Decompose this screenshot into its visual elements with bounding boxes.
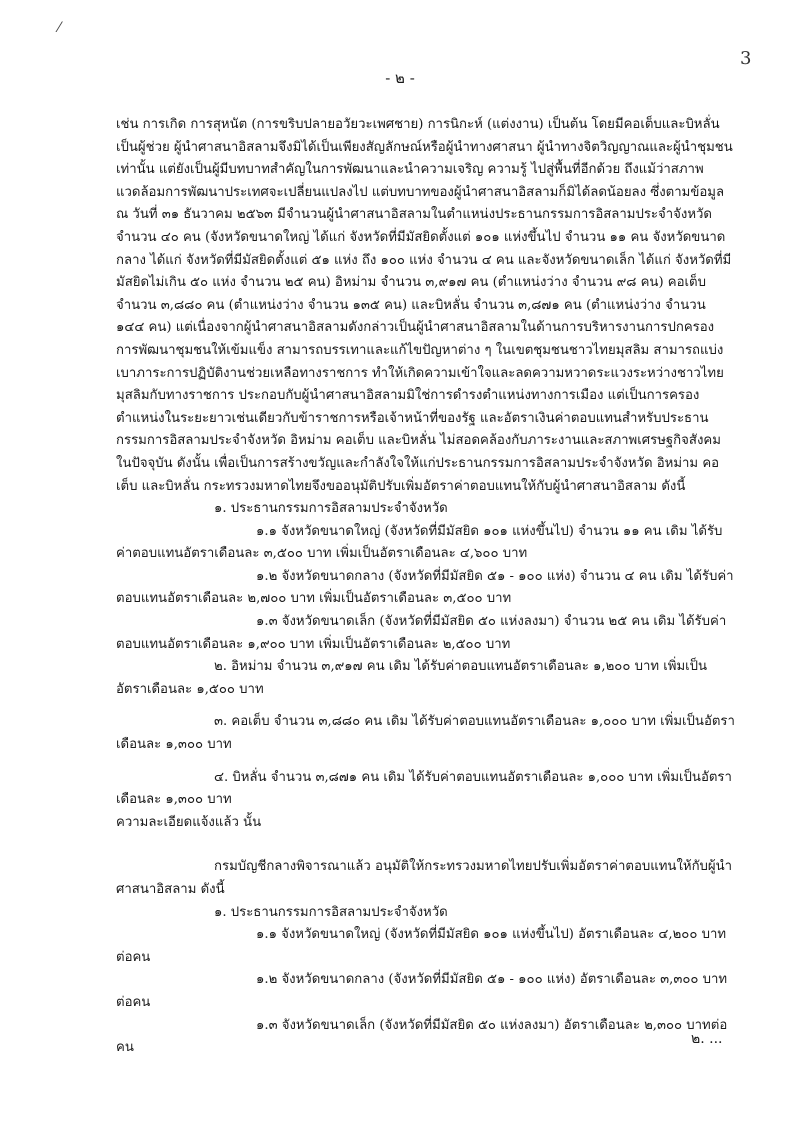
request-item-4: ๔. บิหลั่น จำนวน ๓,๘๗๑ คน เดิม ได้รับค่าตอบแทนอัตราเดือนละ ๑,๐๐๐ บาท เพิ่มเป็นอัตราเดือนละ ๑,๓๐๐ บาท (116, 769, 732, 808)
page-label: - ๒ - (385, 69, 415, 87)
request-item-2: ๒. อิหม่าม จำนวน ๓,๙๑๗ คน เดิม ได้รับค่าตอบแทนอัตราเดือนละ ๑,๒๐๐ บาท เพิ่มเป็นอัตราเดือนละ ๑,๕๐๐ บาท (116, 659, 708, 697)
request-closing: ความละเอียดแจ้งแล้ว นั้น (116, 814, 262, 830)
approval-intro: กรมบัญชีกลางพิจารณาแล้ว อนุมัติให้กระทรวงมหาดไทยปรับเพิ่มอัตราค่าตอบแทนให้กับผู้นำศาสนาอิสลาม ดังนี้ (116, 859, 733, 897)
approval-item-1: ๑. ประธานกรรมการอิสลามประจำจังหวัด (214, 904, 448, 920)
request-item-1-2: ๑.๒ จังหวัดขนาดกลาง (จังหวัดที่มีมัสยิด ๕๑ - ๑๐๐ แห่ง) จำนวน ๔ คน เดิม ได้รับค่าตอบแทนอัตราเดือนละ ๒,๗๐๐ บาท เพิ่มเป็นอัตราเดือนละ ๓,๕๐๐ บาท (116, 568, 734, 607)
continued-marker: ๒. ... (691, 1031, 723, 1047)
approval-item-1-1: ๑.๑ จังหวัดขนาดใหญ่ (จังหวัดที่มีมัสยิด ๑๐๑ แห่งขึ้นไป) อัตราเดือนละ ๔,๒๐๐ บาทต่อคน (116, 927, 727, 965)
approval-item-1-3: ๑.๓ จังหวัดขนาดเล็ก (จังหวัดที่มีมัสยิด ๕๐ แห่งลงมา) อัตราเดือนละ ๒,๓๐๐ บาทต่อคน (116, 1017, 728, 1056)
approval-item-1-2: ๑.๒ จังหวัดขนาดกลาง (จังหวัดที่มีมัสยิด ๕๑ - ๑๐๐ แห่ง) อัตราเดือนละ ๓,๓๐๐ บาทต่อคน (116, 972, 728, 1010)
handwritten-page-number: 3 (740, 48, 752, 69)
request-item-1-3: ๑.๓ จังหวัดขนาดเล็ก (จังหวัดที่มีมัสยิด ๕๐ แห่งลงมา) จำนวน ๒๕ คน เดิม ได้รับค่าตอบแทนอัตราเดือนละ ๑,๙๐๐ บาท เพิ่มเป็นอัตราเดือนละ ๒,๕๐๐ บาท (116, 614, 727, 652)
request-item-1-1: ๑.๑ จังหวัดขนาดใหญ่ (จังหวัดที่มีมัสยิด ๑๐๑ แห่งขึ้นไป) จำนวน ๑๑ คน เดิม ได้รับค่าตอบแทนอัตราเดือนละ ๓,๕๐๐ บาท เพิ่มเป็นอัตราเดือนละ ๔,๖๐๐ บาท (116, 523, 723, 562)
document-body (116, 114, 736, 1060)
request-item-3: ๓. คอเต็บ จำนวน ๓,๘๘๐ คน เดิม ได้รับค่าตอบแทนอัตราเดือนละ ๑,๐๐๐ บาท เพิ่มเป็นอัตราเดือนละ ๑,๓๐๐ บาท (116, 714, 735, 753)
request-item-1: ๑. ประธานกรรมการอิสลามประจำจังหวัด (214, 501, 448, 517)
corner-mark: ⁄ (58, 20, 61, 36)
paragraph-main: เช่น การเกิด การสุหนัต (การขริบปลายอวัยวะเพศชาย) การนิกะห์ (แต่งงาน) เป็นต้น โดยมีคอเต็บและบิหลั่นเป็นผู้ช่วย ผู้นำศาสนาอิสลามจึงมิได้เป็นเพียงสัญลักษณ์หรือผู้นำทางศาสนา ผู้นำทางจิตวิญญาณและผู้นำชุมชนเท่านั้น แต่ยังเป็นผู้มีบทบาทสำคัญในการพัฒนาและนำความเจริญ ความรู้ ไปสู่พื้นที่อีกด้วย ถึงแม้ว่าสภาพแวดล้อมการพัฒนาประเทศจะเปลี่ยนแปลงไป แต่บทบาทของผู้นำศาสนาอิสลามก็มิได้ลดน้อยลง ซึ่งตามข้อมูล ณ วันที่ ๓๑ ธันวาคม ๒๕๖๓ มีจำนวนผู้นำศาสนาอิสลามในตำแหน่งประธานกรรมการอิสลามประจำจังหวัด จำนวน ๔๐ คน (จังหวัดขนาดใหญ่ ได้แก่ จังหวัดที่มีมัสยิดตั้งแต่ ๑๐๑ แห่งขึ้นไป จำนวน ๑๑ คน จังหวัดขนาดกลาง ได้แก่ จังหวัดที่มีมัสยิดตั้งแต่ ๕๑ แห่ง ถึง ๑๐๐ แห่ง จำนวน ๔ คน และจังหวัดขนาดเล็ก ได้แก่ จังหวัดที่มีมัสยิดไม่เกิน ๕๐ แห่ง จำนวน ๒๕ คน) อิหม่าม จำนวน ๓,๙๑๗ คน (ตำแหน่งว่าง จำนวน ๙๘ คน) คอเต็บ จำนวน ๓,๘๘๐ คน (ตำแหน่งว่าง จำนวน ๑๓๕ คน) และบิหลั่น จำนวน ๓,๘๗๑ คน (ตำแหน่งว่าง จำนวน ๑๔๔ คน) แต่เนื่องจากผู้นำศาสนาอิสลามดังกล่าวเป็นผู้นำศาสนาอิสลามในด้านการบริหารงานการปกครอง การพัฒนาชุมชนให้เข้มแข็ง สามารถบรรเทาและแก้ไขปัญหาต่าง ๆ ในเขตชุมชนชาวไทยมุสลิม สามารถแบ่งเบาภาระการปฏิบัติงานช่วยเหลือทางราชการ ทำให้เกิดความเข้าใจและลดความหวาดระแวงระหว่างชาวไทยมุสลิมกับทางราชการ ประกอบกับผู้นำศาสนาอิสลามมิใช่การดำรงตำแหน่งทางการเมือง แต่เป็นการครองตำแหน่งในระยะยาวเช่นเดียวกับข้าราชการหรือเจ้าหน้าที่ของรัฐ และอัตราเงินค่าตอบแทนสำหรับประธานกรรมการอิสลามประจำจังหวัด อิหม่าม คอเต็บ และบิหลั่น ไม่สอดคล้องกับภาระงานและสภาพเศรษฐกิจสังคมในปัจจุบัน ดังนั้น เพื่อเป็นการสร้างขวัญและกำลังใจให้แก่ประธานกรรมการอิสลามประจำจังหวัด อิหม่าม คอเต็บ และบิหลั่น กระทรวงมหาดไทยจึงขออนุมัติปรับเพิ่มอัตราค่าตอบแทนให้กับผู้นำศาสนาอิสลาม ดังนี้ (116, 117, 733, 494)
